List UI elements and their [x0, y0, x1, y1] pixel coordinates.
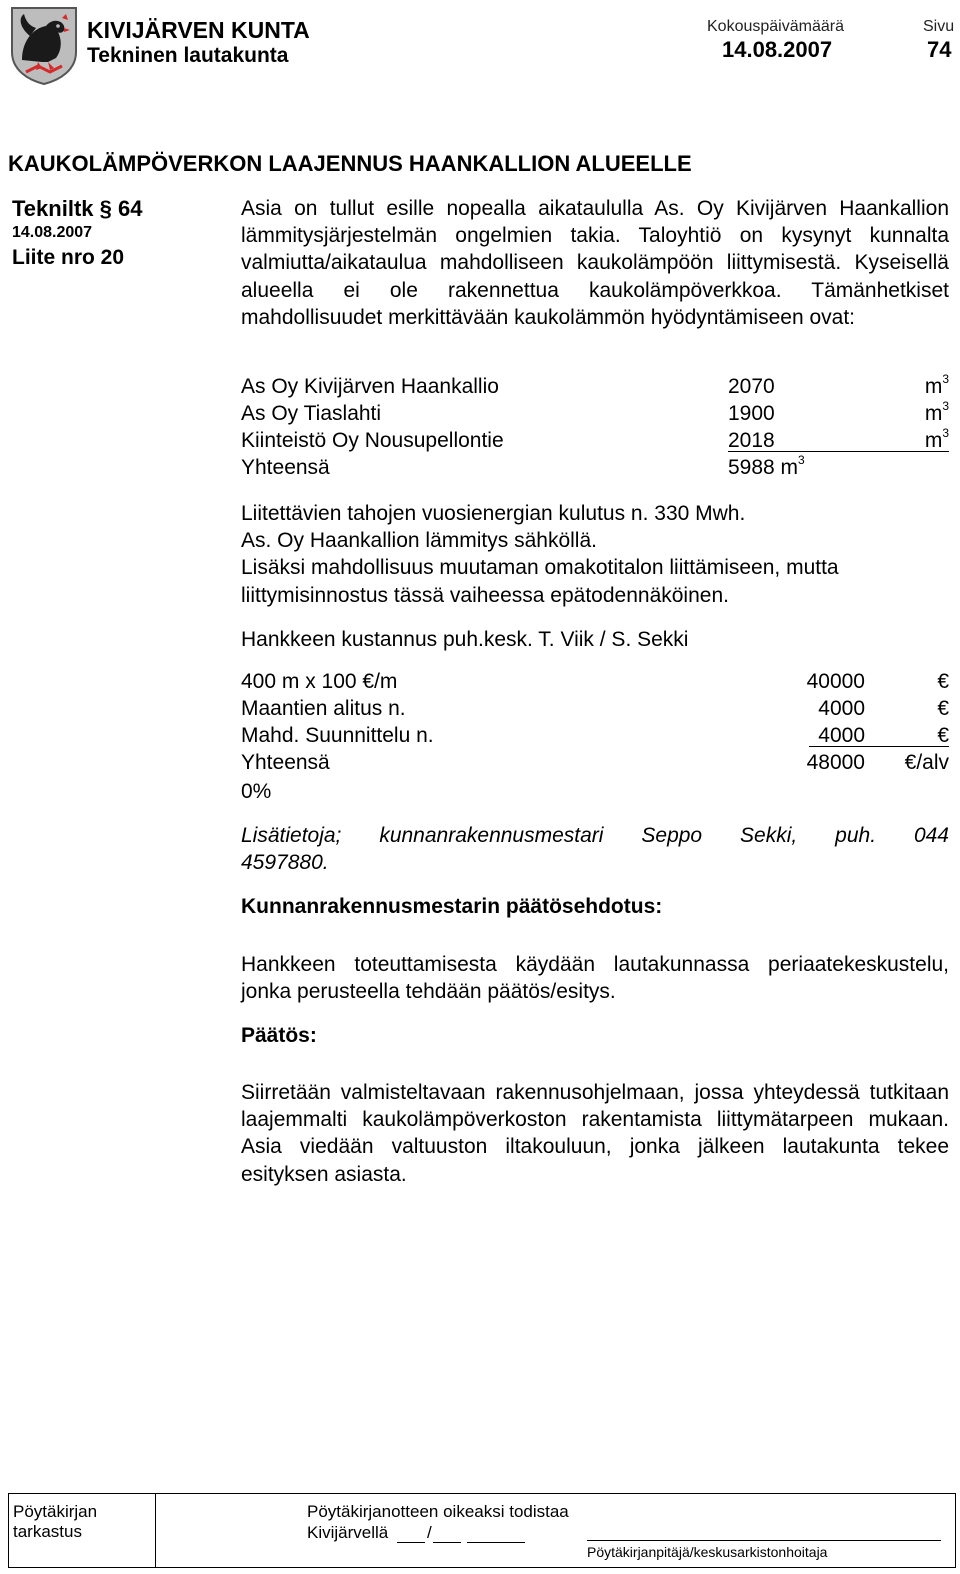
volume-name: Kiinteistö Oy Nousupellontie [241, 429, 504, 452]
cost-unit: € [937, 724, 949, 747]
energy-line: As. Oy Haankallion lämmitys sähköllä. [241, 529, 597, 553]
cost-row [241, 697, 949, 724]
municipality-coat-of-arms [8, 6, 80, 86]
energy-line: Lisäksi mahdollisuus muutaman omakotitalon liittämiseen, mutta [241, 556, 839, 580]
volume-name: As Oy Kivijärven Haankallio [241, 375, 499, 398]
month-field-line [433, 1542, 461, 1543]
volume-unit: $m^3$ [924, 426, 949, 452]
info-word: Lisätietoja; [241, 824, 342, 847]
info-word: kunnanrakennusmestari [379, 824, 604, 847]
sum-underline [809, 724, 949, 747]
cost-unit: € [937, 670, 949, 693]
meeting-date-label: Kokouspäivämäärä [707, 18, 844, 35]
review-label: Pöytäkirjan tarkastus [13, 1502, 98, 1541]
decision-paragraph: Siirretään valmisteltavaan rakennusohjelmaan, jossa yhteydessä tutkitaan laajemmalti kaukolämpöverkoston rakentamista liittymätarpeen mukaan. Asia viedään valtuuston iltakouluun, jonka jälkeen lautakunta tekee esityksen asiasta. [241, 1081, 949, 1186]
signer-title: Pöytäkirjanpitäjä/keskusarkistonhoitaja [587, 1544, 828, 1560]
footer-blank-column [156, 1494, 302, 1567]
volume-total-row [241, 453, 949, 483]
cost-label: Maantien alitus n. [241, 697, 406, 720]
cost-row [241, 724, 949, 751]
info-word: puh. [835, 824, 877, 847]
volume-name: As Oy Tiaslahti [241, 402, 382, 425]
cost-label: 400 m x 100 €/m [241, 670, 398, 693]
volume-unit: $m^3$ [924, 399, 949, 425]
cost-value: 4000 [818, 697, 865, 720]
cost-total-unit: €/alv [904, 751, 949, 774]
cost-label: Mahd. Suunnittelu n. [241, 724, 434, 747]
organization-department: Tekninen lautakunta [87, 44, 289, 67]
info-word: 044 [913, 824, 949, 847]
info-word: Seppo [641, 824, 703, 847]
cost-total-vat: 0% [241, 780, 272, 803]
cost-unit: € [937, 697, 949, 720]
decision-heading: Päätös: [241, 1024, 317, 1047]
signature-line [587, 1540, 941, 1541]
year-field-line [467, 1542, 525, 1543]
cost-value: 4000 [818, 724, 865, 747]
place-label: Kivijärvellä [307, 1523, 389, 1542]
organization-name: KIVIJÄRVEN KUNTA [87, 17, 310, 43]
cost-total-row [241, 751, 949, 778]
meeting-date: 14.08.2007 [722, 37, 833, 62]
section-date: 14.08.2007 [12, 224, 93, 241]
cost-value: 40000 [806, 670, 865, 693]
cost-row [241, 670, 949, 697]
volume-row [241, 372, 949, 402]
document-title: KAUKOLÄMPÖVERKON LAAJENNUS HAANKALLION ALUEELLE [8, 151, 692, 176]
intro-paragraph: Asia on tullut esille nopealla aikataululla As. Oy Kivijärven Haankallion lämmitysjärjestelmän ongelmien takia. Taloyhtiö on kysynyt kunnalta valmiutta/aikataulua mahdolliseen kaukolämpöön liittymisestä. Kyseisellä alueella ei ole rakennettua kaukolämpöverkkoa. Tämänhetkiset mahdollisuudet merkittävään kaukolämmön hyödyntämiseen ovat: [241, 197, 949, 329]
certify-label: Pöytäkirjanotteen oikeaksi todistaa [307, 1502, 569, 1521]
section-reference: Tekniltk § 64 [12, 196, 143, 221]
proposal-heading: Kunnanrakennusmestarin päätösehdotus: [241, 895, 663, 918]
volume-total-value: 5988 $m^3$ [728, 453, 805, 479]
volume-row [241, 399, 949, 429]
cost-heading: Hankkeen kustannus puh.kesk. T. Viik / S. Sekki [241, 628, 689, 651]
info-phone: 4597880. [241, 851, 329, 874]
volume-total-label: Yhteensä [241, 456, 330, 479]
volume-value: 2070 [728, 375, 775, 398]
cost-total-label: Yhteensä [241, 751, 330, 774]
energy-line: Liitettävien tahojen vuosienergian kulutus n. 330 Mwh. [241, 502, 746, 525]
attachment-number: Liite nro 20 [12, 246, 125, 269]
info-line [241, 822, 949, 849]
volume-unit: $m^3$ [924, 372, 949, 398]
footer-signature-box [8, 1493, 956, 1568]
page-number: 74 [927, 37, 952, 62]
date-separator: / [427, 1523, 432, 1542]
proposal-paragraph: Hankkeen toteuttamisesta käydään lautakunnassa periaatekeskustelu, jonka perusteella tehdään päätös/esitys. [241, 953, 949, 1004]
sum-underline [728, 426, 949, 452]
footer-review-column [9, 1494, 156, 1567]
page-label: Sivu [923, 18, 955, 35]
energy-line: liittymisinnostus tässä vaiheessa epätodennäköinen. [241, 583, 729, 607]
info-word: Sekki, [740, 824, 798, 847]
volume-value: 1900 [728, 402, 775, 425]
volume-row [241, 426, 949, 456]
energy-paragraph [241, 500, 949, 609]
volume-value: 2018 [728, 429, 775, 452]
cost-total-value: 48000 [806, 751, 865, 774]
day-field-line [397, 1542, 425, 1543]
